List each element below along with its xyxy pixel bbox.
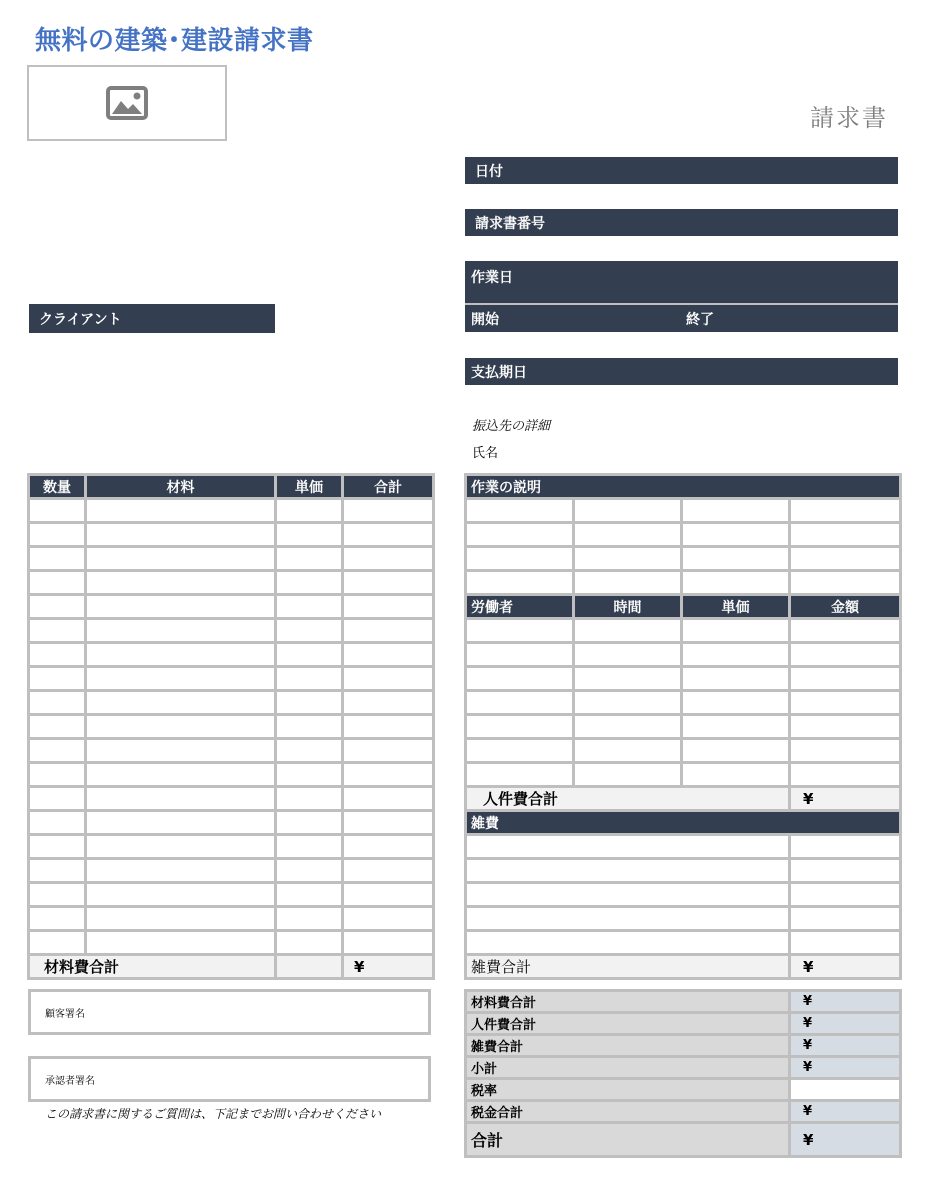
materials-cell[interactable]	[276, 547, 343, 571]
work-description-cell[interactable]	[466, 523, 574, 547]
materials-cell[interactable]	[29, 835, 86, 859]
due-date-field[interactable]	[465, 358, 898, 385]
materials-cell[interactable]	[343, 619, 434, 643]
materials-column-header: 単価	[276, 475, 343, 499]
materials-cell[interactable]	[276, 523, 343, 547]
labor-row	[466, 643, 901, 667]
materials-cell[interactable]	[86, 907, 276, 931]
misc-header-row	[466, 811, 901, 835]
materials-cell[interactable]	[29, 499, 86, 523]
materials-cell[interactable]	[276, 763, 343, 787]
materials-row	[29, 787, 434, 811]
materials-total-row	[29, 955, 434, 979]
materials-cell[interactable]	[86, 931, 276, 955]
materials-cell[interactable]	[343, 547, 434, 571]
work-description-row	[466, 523, 901, 547]
misc-total-row	[466, 955, 901, 979]
image-placeholder-icon	[106, 86, 148, 120]
labor-cell[interactable]	[790, 691, 901, 715]
materials-cell[interactable]	[276, 859, 343, 883]
approver-signature-field[interactable]	[28, 1056, 431, 1102]
materials-cell[interactable]	[86, 715, 276, 739]
materials-cell[interactable]	[343, 595, 434, 619]
labor-row	[466, 715, 901, 739]
materials-cell[interactable]	[276, 667, 343, 691]
materials-row	[29, 715, 434, 739]
materials-cell[interactable]	[276, 595, 343, 619]
materials-cell[interactable]	[343, 667, 434, 691]
misc-amount-cell[interactable]	[790, 883, 901, 907]
date-label: 日付	[475, 163, 503, 180]
materials-cell[interactable]	[276, 715, 343, 739]
summary-value: ¥	[790, 991, 901, 1013]
summary-label: 税金合計	[466, 1101, 790, 1123]
materials-cell[interactable]	[343, 859, 434, 883]
customer-signature-field[interactable]	[28, 989, 431, 1035]
approver-signature-label: 承認者署名	[45, 1075, 95, 1087]
labor-cell[interactable]	[682, 715, 790, 739]
materials-cell[interactable]	[86, 547, 276, 571]
labor-cell[interactable]	[466, 715, 574, 739]
labor-row	[466, 763, 901, 787]
summary-row	[466, 1123, 901, 1157]
labor-cell[interactable]	[682, 763, 790, 787]
materials-cell[interactable]	[29, 571, 86, 595]
materials-cell[interactable]	[343, 835, 434, 859]
work-labor-misc-table	[464, 473, 902, 980]
summary-value: ¥	[790, 1035, 901, 1057]
materials-cell[interactable]	[29, 931, 86, 955]
summary-table	[464, 989, 902, 1158]
materials-row	[29, 499, 434, 523]
date-field[interactable]	[465, 157, 898, 184]
work-description-cell[interactable]	[574, 547, 682, 571]
materials-row	[29, 907, 434, 931]
materials-cell[interactable]	[29, 787, 86, 811]
work-description-cell[interactable]	[682, 499, 790, 523]
labor-column-header: 単価	[682, 595, 790, 619]
materials-header-row	[29, 475, 434, 499]
materials-column-header: 材料	[86, 475, 276, 499]
summary-label: 材料費合計	[466, 991, 790, 1013]
materials-cell[interactable]	[276, 571, 343, 595]
work-description-cell[interactable]	[466, 571, 574, 595]
work-description-cell[interactable]	[466, 547, 574, 571]
summary-row	[466, 991, 901, 1013]
materials-row	[29, 763, 434, 787]
materials-cell[interactable]	[29, 739, 86, 763]
work-dates-field[interactable]	[465, 261, 898, 303]
materials-cell[interactable]	[29, 547, 86, 571]
contact-footnote: この請求書に関するご質問は、下記までお問い合わせください	[45, 1107, 382, 1121]
work-description-header: 作業の説明	[466, 475, 901, 499]
work-dates-label: 作業日	[471, 270, 513, 286]
materials-cell[interactable]	[276, 499, 343, 523]
materials-cell[interactable]	[276, 907, 343, 931]
materials-row	[29, 883, 434, 907]
materials-cell[interactable]	[29, 595, 86, 619]
work-description-cell[interactable]	[574, 571, 682, 595]
misc-row	[466, 835, 901, 859]
misc-amount-cell[interactable]	[790, 835, 901, 859]
materials-total-spacer	[276, 955, 343, 979]
misc-amount-cell[interactable]	[790, 931, 901, 955]
labor-cell[interactable]	[790, 643, 901, 667]
transfer-details-label: 振込先の詳細	[472, 419, 551, 434]
summary-label: 雑費合計	[466, 1035, 790, 1057]
labor-cell[interactable]	[574, 691, 682, 715]
materials-row	[29, 835, 434, 859]
work-description-cell[interactable]	[574, 523, 682, 547]
misc-description-cell[interactable]	[466, 907, 790, 931]
materials-cell[interactable]	[86, 619, 276, 643]
labor-cell[interactable]	[574, 715, 682, 739]
logo-placeholder[interactable]	[27, 65, 227, 141]
materials-cell[interactable]	[276, 619, 343, 643]
labor-cell[interactable]	[466, 619, 574, 643]
materials-column-header: 合計	[343, 475, 434, 499]
labor-cell[interactable]	[574, 739, 682, 763]
labor-cell[interactable]	[790, 619, 901, 643]
due-date-label: 支払期日	[471, 364, 527, 381]
client-label: クライアント	[39, 311, 122, 328]
materials-cell[interactable]	[29, 763, 86, 787]
misc-description-cell[interactable]	[466, 859, 790, 883]
misc-description-cell[interactable]	[466, 931, 790, 955]
materials-row	[29, 643, 434, 667]
summary-label: 税率	[466, 1079, 790, 1101]
materials-cell[interactable]	[276, 691, 343, 715]
materials-row	[29, 691, 434, 715]
materials-cell[interactable]	[86, 523, 276, 547]
labor-row	[466, 667, 901, 691]
materials-cell[interactable]	[29, 523, 86, 547]
materials-cell[interactable]	[29, 715, 86, 739]
materials-cell[interactable]	[276, 643, 343, 667]
labor-cell[interactable]	[790, 715, 901, 739]
work-description-row	[466, 571, 901, 595]
materials-cell[interactable]	[86, 691, 276, 715]
start-end-row	[465, 305, 898, 332]
materials-cell[interactable]	[29, 643, 86, 667]
materials-cell[interactable]	[29, 811, 86, 835]
labor-total-label: 人件費合計	[466, 787, 790, 811]
misc-description-cell[interactable]	[466, 835, 790, 859]
misc-row	[466, 907, 901, 931]
misc-row	[466, 883, 901, 907]
materials-cell[interactable]	[86, 571, 276, 595]
misc-description-cell[interactable]	[466, 883, 790, 907]
labor-cell[interactable]	[790, 667, 901, 691]
materials-cell[interactable]	[276, 835, 343, 859]
work-description-cell[interactable]	[790, 499, 901, 523]
materials-cell[interactable]	[343, 907, 434, 931]
misc-total-value: ¥	[790, 955, 901, 979]
misc-amount-cell[interactable]	[790, 859, 901, 883]
labor-total-value: ¥	[790, 787, 901, 811]
labor-cell[interactable]	[682, 691, 790, 715]
materials-cell[interactable]	[86, 787, 276, 811]
materials-table	[27, 473, 435, 980]
materials-cell[interactable]	[276, 883, 343, 907]
materials-cell[interactable]	[86, 499, 276, 523]
labor-row	[466, 691, 901, 715]
labor-column-header: 時間	[574, 595, 682, 619]
work-description-row	[466, 499, 901, 523]
summary-row	[466, 1079, 901, 1101]
materials-cell[interactable]	[343, 811, 434, 835]
materials-cell[interactable]	[29, 859, 86, 883]
summary-value[interactable]	[790, 1079, 901, 1101]
materials-cell[interactable]	[343, 715, 434, 739]
labor-total-row	[466, 787, 901, 811]
labor-cell[interactable]	[574, 619, 682, 643]
materials-cell[interactable]	[86, 595, 276, 619]
invoice-number-label: 請求書番号	[475, 215, 545, 232]
invoice-number-field[interactable]	[465, 209, 898, 236]
work-description-cell[interactable]	[790, 523, 901, 547]
materials-cell[interactable]	[343, 691, 434, 715]
labor-cell[interactable]	[466, 667, 574, 691]
work-description-cell[interactable]	[790, 571, 901, 595]
materials-row	[29, 859, 434, 883]
labor-cell[interactable]	[574, 667, 682, 691]
materials-cell[interactable]	[86, 811, 276, 835]
materials-row	[29, 547, 434, 571]
customer-signature-label: 顧客署名	[45, 1008, 85, 1020]
materials-cell[interactable]	[86, 859, 276, 883]
materials-cell[interactable]	[86, 739, 276, 763]
labor-cell[interactable]	[466, 763, 574, 787]
labor-row	[466, 739, 901, 763]
labor-cell[interactable]	[682, 619, 790, 643]
work-description-cell[interactable]	[574, 499, 682, 523]
materials-cell[interactable]	[29, 667, 86, 691]
materials-cell[interactable]	[343, 931, 434, 955]
work-description-row	[466, 547, 901, 571]
work-description-cell[interactable]	[466, 499, 574, 523]
materials-total-label: 材料費合計	[29, 955, 276, 979]
labor-cell[interactable]	[466, 691, 574, 715]
summary-label: 人件費合計	[466, 1013, 790, 1035]
work-description-cell[interactable]	[682, 547, 790, 571]
summary-row	[466, 1101, 901, 1123]
end-label[interactable]: 終了	[686, 311, 714, 328]
materials-cell[interactable]	[343, 499, 434, 523]
materials-cell[interactable]	[276, 811, 343, 835]
document-title: 無料の建築･建設請求書	[35, 26, 314, 56]
materials-row	[29, 739, 434, 763]
materials-cell[interactable]	[343, 883, 434, 907]
work-description-cell[interactable]	[682, 523, 790, 547]
materials-cell[interactable]	[86, 763, 276, 787]
labor-cell[interactable]	[574, 763, 682, 787]
materials-cell[interactable]	[276, 739, 343, 763]
materials-cell[interactable]	[29, 907, 86, 931]
labor-cell[interactable]	[682, 739, 790, 763]
materials-cell[interactable]	[86, 883, 276, 907]
materials-cell[interactable]	[343, 643, 434, 667]
labor-header-row	[466, 595, 901, 619]
summary-row	[466, 1057, 901, 1079]
materials-row	[29, 811, 434, 835]
summary-value: ¥	[790, 1057, 901, 1079]
materials-total-value: ¥	[343, 955, 434, 979]
start-label[interactable]: 開始	[471, 311, 499, 328]
materials-row	[29, 571, 434, 595]
labor-column-header: 金額	[790, 595, 901, 619]
labor-cell[interactable]	[466, 643, 574, 667]
materials-cell[interactable]	[276, 787, 343, 811]
materials-cell[interactable]	[276, 931, 343, 955]
client-field[interactable]	[29, 304, 275, 333]
summary-value: ¥	[790, 1013, 901, 1035]
materials-cell[interactable]	[343, 571, 434, 595]
materials-cell[interactable]	[86, 643, 276, 667]
labor-column-header: 労働者	[466, 595, 574, 619]
misc-header: 雑費	[466, 811, 901, 835]
labor-cell[interactable]	[574, 643, 682, 667]
account-name-label: 氏名	[472, 446, 499, 461]
labor-cell[interactable]	[790, 739, 901, 763]
summary-label: 合計	[466, 1123, 790, 1157]
misc-total-label: 雑費合計	[466, 955, 790, 979]
materials-cell[interactable]	[86, 667, 276, 691]
materials-cell[interactable]	[343, 763, 434, 787]
materials-row	[29, 619, 434, 643]
work-description-cell[interactable]	[790, 547, 901, 571]
summary-value: ¥	[790, 1101, 901, 1123]
materials-cell[interactable]	[29, 619, 86, 643]
summary-value: ¥	[790, 1123, 901, 1157]
work-description-header-row	[466, 475, 901, 499]
materials-column-header: 数量	[29, 475, 86, 499]
labor-cell[interactable]	[682, 667, 790, 691]
summary-row	[466, 1013, 901, 1035]
materials-row	[29, 595, 434, 619]
misc-row	[466, 931, 901, 955]
materials-cell[interactable]	[343, 787, 434, 811]
materials-row	[29, 931, 434, 955]
work-description-cell[interactable]	[682, 571, 790, 595]
materials-cell[interactable]	[86, 835, 276, 859]
materials-cell[interactable]	[343, 739, 434, 763]
materials-row	[29, 523, 434, 547]
summary-row	[466, 1035, 901, 1057]
labor-cell[interactable]	[682, 643, 790, 667]
materials-cell[interactable]	[29, 691, 86, 715]
materials-row	[29, 667, 434, 691]
summary-label: 小計	[466, 1057, 790, 1079]
materials-cell[interactable]	[343, 523, 434, 547]
misc-row	[466, 859, 901, 883]
invoice-heading: 請求書	[810, 104, 888, 132]
labor-cell[interactable]	[466, 739, 574, 763]
materials-cell[interactable]	[29, 883, 86, 907]
labor-cell[interactable]	[790, 763, 901, 787]
labor-row	[466, 619, 901, 643]
misc-amount-cell[interactable]	[790, 907, 901, 931]
